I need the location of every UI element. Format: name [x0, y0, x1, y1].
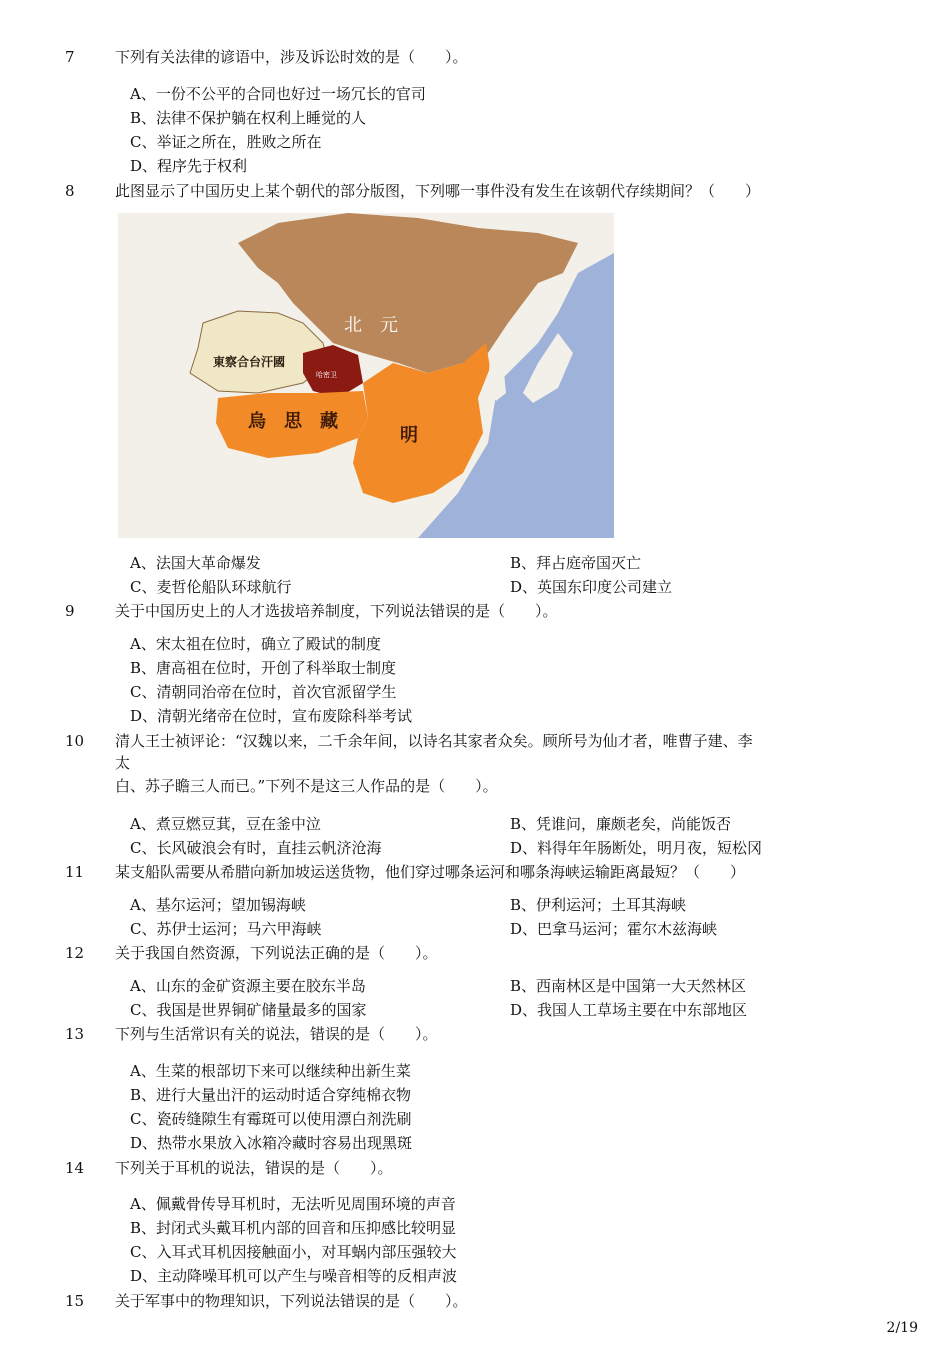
option-c: C、长风破浪会有时，直挂云帆济沧海	[130, 839, 382, 857]
option-b: B、伊利运河；土耳其海峡	[510, 896, 687, 914]
question-number: 10	[65, 732, 85, 750]
map-label-u-tsang: 烏 思 藏	[248, 411, 338, 432]
option-d: D、我国人工草场主要在中东部地区	[510, 1001, 748, 1019]
option-d: D、程序先于权利	[130, 157, 248, 175]
map-label-hami: 哈密卫	[316, 371, 337, 379]
question-text: 此图显示了中国历史上某个朝代的部分版图，下列哪一事件没有发生在该朝代存续期间？（ ）	[115, 182, 761, 200]
option-b: B、唐高祖在位时，开创了科举取士制度	[130, 659, 397, 677]
option-b: B、拜占庭帝国灭亡	[510, 554, 642, 572]
option-c: C、举证之所在，胜败之所在	[130, 133, 322, 151]
question-text-line1: 清人王士祯评论：“汉魏以来，二千余年间，以诗名其家者众矣。顾所号为仙才者，唯曹子建、李	[115, 732, 753, 750]
question-number: 15	[65, 1292, 85, 1310]
map-label-ming: 明	[400, 425, 418, 446]
option-d: D、巴拿马运河；霍尔木兹海峡	[510, 920, 718, 938]
option-a: A、基尔运河；望加锡海峡	[130, 896, 306, 914]
question-number: 7	[65, 48, 75, 66]
option-d: D、热带水果放入冰箱冷藏时容易出现黑斑	[130, 1134, 413, 1152]
option-a: A、一份不公平的合同也好过一场冗长的官司	[130, 85, 426, 103]
question-text: 某支船队需要从希腊向新加坡运送货物，他们穿过哪条运河和哪条海峡运输距离最短？（ ）	[115, 863, 746, 881]
option-a: A、宋太祖在位时，确立了殿试的制度	[130, 635, 381, 653]
option-b: B、进行大量出汗的运动时适合穿纯棉衣物	[130, 1086, 412, 1104]
option-c: C、瓷砖缝隙生有霉斑可以使用漂白剂洗刷	[130, 1110, 412, 1128]
question-text: 关于我国自然资源，下列说法正确的是（ ）。	[115, 944, 438, 962]
option-a: A、佩戴骨传导耳机时，无法听见周围环境的声音	[130, 1195, 456, 1213]
question-text: 下列关于耳机的说法，错误的是（ ）。	[115, 1159, 393, 1177]
option-a: A、生菜的根部切下来可以继续种出新生菜	[130, 1062, 411, 1080]
question-number: 12	[65, 944, 85, 962]
question-text: 下列与生活常识有关的说法，错误的是（ ）。	[115, 1025, 438, 1043]
question-text-line3: 白、苏子瞻三人而已。”下列不是这三人作品的是（ ）。	[115, 777, 498, 795]
option-d: D、料得年年肠断处，明月夜，短松冈	[510, 839, 763, 857]
option-d: D、英国东印度公司建立	[510, 578, 673, 596]
option-a: A、山东的金矿资源主要在胶东半岛	[130, 977, 366, 995]
question-text-line2: 太	[115, 754, 131, 772]
map-label-northern-yuan: 北 元	[344, 315, 398, 336]
option-b: B、西南林区是中国第一大天然林区	[510, 977, 747, 995]
page-number: 2/19	[886, 1320, 918, 1336]
option-d: D、主动降噪耳机可以产生与噪音相等的反相声波	[130, 1267, 458, 1285]
option-c: C、麦哲伦船队环球航行	[130, 578, 292, 596]
question-number: 13	[65, 1025, 85, 1043]
option-c: C、清朝同治帝在位时，首次官派留学生	[130, 683, 397, 701]
historical-map	[118, 213, 614, 538]
question-number: 11	[65, 863, 85, 881]
question-number: 8	[65, 182, 75, 200]
option-a: A、法国大革命爆发	[130, 554, 261, 572]
option-a: A、煮豆燃豆萁，豆在釜中泣	[130, 815, 321, 833]
question-number: 14	[65, 1159, 85, 1177]
question-text: 关于军事中的物理知识，下列说法错误的是（ ）。	[115, 1292, 468, 1310]
option-b: B、凭谁问，廉颇老矣，尚能饭否	[510, 815, 732, 833]
map-label-east-chagatai: 東察合台汗國	[213, 355, 286, 369]
option-d: D、清朝光绪帝在位时，宣布废除科举考试	[130, 707, 413, 725]
question-text: 下列有关法律的谚语中，涉及诉讼时效的是（ ）。	[115, 48, 468, 66]
option-c: C、我国是世界铜矿储量最多的国家	[130, 1001, 367, 1019]
option-b: B、封闭式头戴耳机内部的回音和压抑感比较明显	[130, 1219, 457, 1237]
option-b: B、法律不保护躺在权利上睡觉的人	[130, 109, 367, 127]
option-c: C、入耳式耳机因接触面小，对耳蜗内部压强较大	[130, 1243, 457, 1261]
option-c: C、苏伊士运河；马六甲海峡	[130, 920, 322, 938]
question-text: 关于中国历史上的人才选拔培养制度，下列说法错误的是（ ）。	[115, 602, 558, 620]
question-number: 9	[65, 602, 75, 620]
